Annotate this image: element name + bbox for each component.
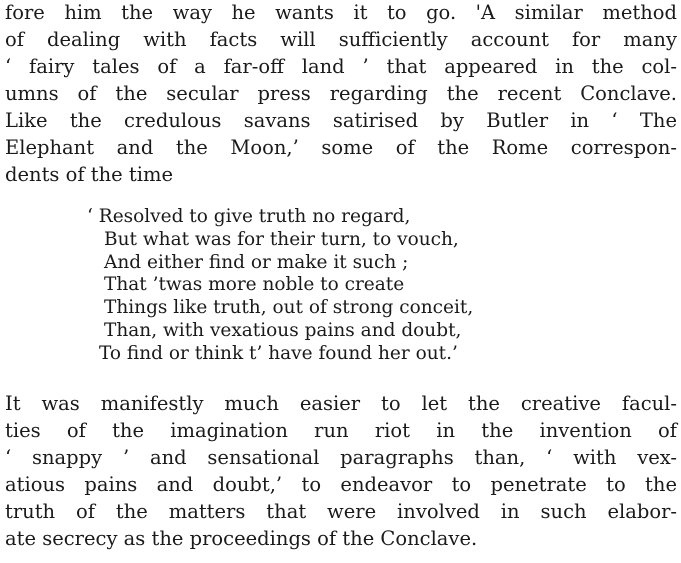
text-line: Like the credulous savans satirised by Butler in ‘ The bbox=[5, 109, 677, 132]
paragraph-1 bbox=[5, 0, 677, 188]
text-line: umns of the secular press regarding the recent Conclave. bbox=[5, 82, 677, 105]
paragraph-2 bbox=[5, 390, 677, 552]
verse-line: To find or think t’ have found her out.’ bbox=[99, 342, 458, 364]
text-line: ‘ fairy tales of a far-off land ’ that appeared in the col- bbox=[5, 55, 677, 78]
text-line: ties of the imagination run riot in the invention of bbox=[5, 419, 677, 442]
verse-line: Than, with vexatious pains and doubt, bbox=[104, 319, 462, 341]
text-line: of dealing with facts will sufficiently account for many bbox=[5, 28, 677, 51]
verse-line: But what was for their turn, to vouch, bbox=[104, 228, 459, 250]
verse-line: ‘ Resolved to give truth no regard, bbox=[87, 206, 411, 227]
verse-line: And either find or make it such ; bbox=[104, 251, 409, 273]
text-line: fore him the way he wants it to go. 'A similar method bbox=[5, 1, 677, 24]
text-line: truth of the matters that were involved in such elabor- bbox=[5, 500, 677, 523]
verse-line: Things like truth, out of strong conceit, bbox=[104, 297, 474, 319]
text-line: atious pains and doubt,’ to endeavor to penetrate to the bbox=[5, 473, 677, 496]
text-line: Elephant and the Moon,’ some of the Rome correspon- bbox=[5, 136, 677, 159]
text-line: dents of the time bbox=[5, 163, 174, 186]
verse-line: That ’twas more noble to create bbox=[104, 274, 405, 296]
text-line: ate secrecy as the proceedings of the Conclave. bbox=[5, 527, 478, 550]
text-line: It was manifestly much easier to let the creative facul- bbox=[5, 392, 677, 415]
verse-quotation bbox=[87, 206, 473, 366]
text-line: ‘ snappy ’ and sensational paragraphs than, ‘ with vex- bbox=[5, 446, 677, 469]
